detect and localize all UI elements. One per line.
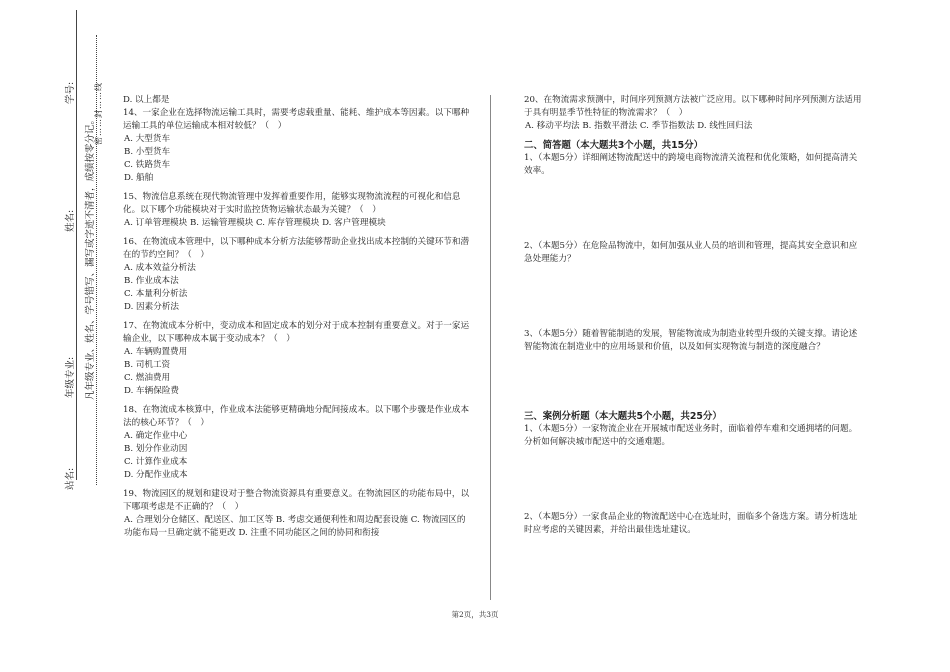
option-d: D. 车辆保险费 — [124, 386, 180, 396]
option-c: C. 本量利分析法 — [124, 289, 188, 299]
page-footer: 第2页，共3页 — [451, 610, 499, 619]
option-a: A. 确定作业中心 — [124, 431, 188, 441]
option-a: A. 成本效益分析法 — [124, 263, 196, 273]
options-inline: A. 合理划分仓储区、配送区、加工区等 B. 考虑交通便利性和周边配套设施 C. 物流园区的功能布局一旦确定就不能更改 D. 注重不同功能区之间的协同和衔接 — [124, 515, 466, 538]
question-stem: 18、在物流成本核算中，作业成本法能够更精确地分配间接成本。以下哪个步骤是作业成本法的核心环节？（ ） — [123, 405, 470, 428]
option-c: C. 铁路货车 — [124, 160, 171, 170]
option-d: D. 因素分析法 — [124, 302, 180, 312]
options-inline: A. 移动平均法 B. 指数平滑法 C. 季节指数法 D. 线性回归法 — [525, 121, 753, 131]
binding-notice: 凡年级专业、姓名、学号错写、漏写或字迹不清者，成绩按零分记。 — [85, 114, 96, 400]
question-stem: 17、在物流成本分析中，变动成本和固定成本的划分对于成本控制有重要意义。对于一家运输企业，以下哪种成本属于变动成本？（ ） — [123, 321, 470, 344]
option-b: B. 司机工资 — [124, 360, 171, 370]
left-column — [123, 94, 473, 546]
option-c: C. 燃油费用 — [124, 373, 171, 383]
case-analysis-2: 2、（本题5分）一家食品企业的物流配送中心在选址时，面临多个备选方案。请分析选址时应考虑的关键因素，并给出最佳选址建议。 — [524, 512, 858, 535]
question-16 — [123, 236, 473, 314]
question-17 — [123, 320, 473, 398]
student-id-label: 学号: — [65, 81, 76, 104]
option-a: A. 车辆购置费用 — [124, 347, 188, 357]
question-14 — [123, 107, 473, 185]
case-analysis-1: 1、（本题5分）一家物流企业在开展城市配送业务时，面临着停车难和交通拥堵的问题。分析如何解决城市配送中的交通难题。 — [524, 424, 858, 447]
option-b: B. 作业成本法 — [124, 276, 179, 286]
q13-option-d: D. 以上都是 — [123, 95, 170, 105]
grade-major-label: 年级专业: — [65, 356, 76, 398]
question-20 — [524, 94, 864, 133]
option-b: B. 小型货车 — [124, 147, 171, 157]
name-label: 姓名: — [65, 209, 76, 232]
right-column — [524, 94, 864, 537]
question-stem: 16、在物流成本管理中，以下哪种成本分析方法能够帮助企业找出成本控制的关键环节和潜在的节约空间？（ ） — [123, 237, 470, 260]
short-answer-1: 1、（本题5分）详细阐述物流配送中的跨境电商物流清关流程和优化策略，如何提高清关效率。 — [524, 153, 858, 176]
question-15 — [123, 191, 473, 230]
option-d: D. 分配作业成本 — [124, 470, 188, 480]
short-answer-3: 3、（本题5分）随着智能制造的发展，智能物流成为制造业转型升级的关键支撑。请论述智能物流在制造业中的应用场景和价值，以及如何实现物流与制造的深度融合？ — [524, 329, 858, 352]
question-19 — [123, 488, 473, 540]
short-answer-2: 2、（本题5分）在危险品物流中，如何加强从业人员的培训和管理，提高其安全意识和应急处理能力？ — [524, 241, 858, 264]
option-c: C. 计算作业成本 — [124, 457, 188, 467]
seal-line-label: 密……封……线 — [94, 82, 103, 145]
section-3-title: 三、案例分析题（本大题共5个小题，共25分） — [524, 411, 722, 422]
option-a: A. 大型货车 — [124, 134, 171, 144]
question-18 — [123, 404, 473, 482]
column-divider — [490, 95, 491, 600]
option-b: B. 划分作业动因 — [124, 444, 188, 454]
question-stem: 15、物流信息系统在现代物流管理中发挥着重要作用，能够实现物流流程的可视化和信息化。以下哪个功能模块对于实时监控货物运输状态最为关键？（ ） — [123, 192, 461, 215]
question-stem: 20、在物流需求预测中，时间序列预测方法被广泛应用。以下哪种时间序列预测方法适用于具有明显季节性特征的物流需求？（ ） — [524, 95, 862, 118]
section-2-title: 二、简答题（本大题共3个小题，共15分） — [524, 140, 703, 151]
school-label: 站名: — [65, 467, 76, 490]
options-inline: A. 订单管理模块 B. 运输管理模块 C. 库存管理模块 D. 客户管理模块 — [124, 218, 386, 228]
question-stem: 14、一家企业在选择物流运输工具时，需要考虑载重量、能耗、维护成本等因素。以下哪种运输工具的单位运输成本相对较低？（ ） — [123, 108, 470, 131]
binding-line-outer — [76, 10, 77, 480]
question-stem: 19、物流园区的规划和建设对于整合物流资源具有重要意义。在物流园区的功能布局中，以下哪项考虑是不正确的？（ ） — [123, 489, 470, 512]
option-d: D. 船舶 — [124, 173, 154, 183]
